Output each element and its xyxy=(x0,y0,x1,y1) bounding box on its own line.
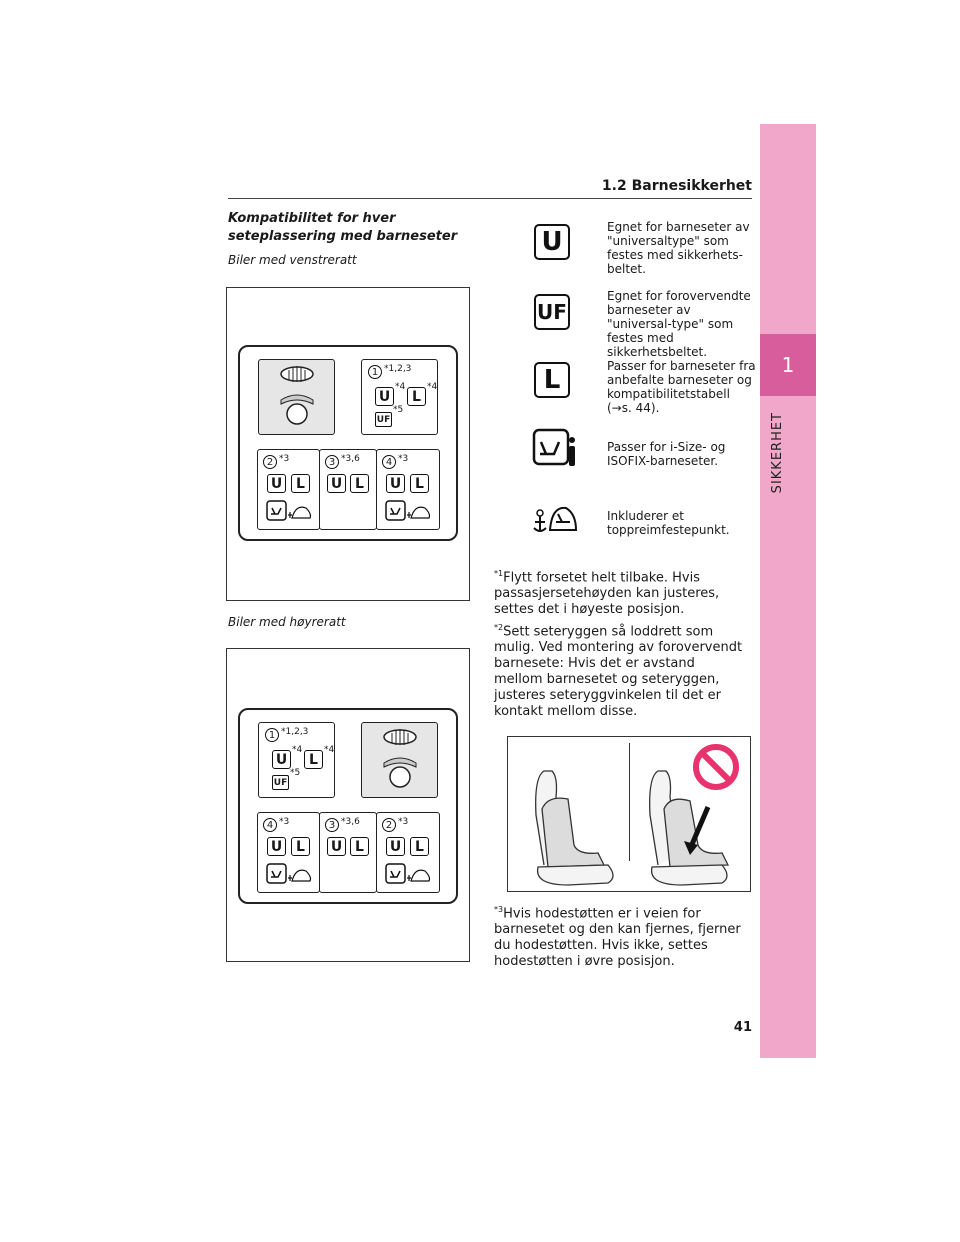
note-text: Hvis hodestøtten er i veien for barnesetet og den kan fjernes, fjerner du hodestøtten. Hvis ikke, settes hodestøtten i øvre posisjon. xyxy=(494,906,741,970)
seat-diagram-right-hand xyxy=(226,648,470,962)
legend-top-tether-text: Inkluderer et toppreimfestepunkt. xyxy=(607,509,730,537)
seat-number: 4 xyxy=(382,455,396,469)
isofix-top-tether-icons xyxy=(266,500,316,522)
u-footnote: *4 xyxy=(292,745,303,755)
u-symbol: U xyxy=(327,837,346,856)
note-2 xyxy=(494,620,744,720)
car-outline xyxy=(238,708,458,904)
rear-seat-center xyxy=(319,449,377,530)
note-mark: *1 xyxy=(494,569,504,578)
seat-number: 3 xyxy=(325,455,339,469)
isofix-top-tether-icons xyxy=(385,863,435,885)
header-divider xyxy=(228,198,752,199)
l-symbol: L xyxy=(410,837,429,856)
seat-footnotes: *3 xyxy=(398,454,409,464)
seat-diagram-left-hand xyxy=(226,287,470,601)
seat-footnotes: *3,6 xyxy=(341,817,360,827)
legend-i-size-text: Passer for i-Size- og ISOFIX-barneseter. xyxy=(607,440,726,468)
u-symbol: U xyxy=(267,837,286,856)
driver-seat xyxy=(258,359,335,435)
l-footnote: *4 xyxy=(427,382,438,392)
driver-icon xyxy=(362,723,439,799)
i-size-icon xyxy=(532,428,576,470)
legend-u-text: Egnet for barneseter av "universaltype" som festes med sikkerhets-beltet. xyxy=(607,220,750,276)
front-passenger-seat xyxy=(361,359,438,435)
u-symbol: U xyxy=(267,474,286,493)
seat-footnotes: *3,6 xyxy=(341,454,360,464)
seat-footnotes: *3 xyxy=(279,817,290,827)
u-footnote: *4 xyxy=(395,382,406,392)
l-symbol: L xyxy=(410,474,429,493)
u-symbol: U xyxy=(386,474,405,493)
seat-number: 2 xyxy=(382,818,396,832)
section-name: SIKKERHET xyxy=(770,412,785,494)
u-symbol: U xyxy=(327,474,346,493)
section-tab xyxy=(760,124,816,1058)
rear-seat-left xyxy=(257,449,320,530)
l-symbol-icon: L xyxy=(534,362,570,398)
note-text: Sett seteryggen så loddrett som mulig. Ved montering av forovervendt barnesete: Hvis det er avstand mellom barnesetet og seteryggen, justeres seteryggvinkelen til det er kontakt mellom disse. xyxy=(494,624,743,720)
u-symbol-icon: U xyxy=(534,224,570,260)
uf-symbol-icon: UF xyxy=(534,294,570,330)
page-title: Kompatibilitet for hver seteplassering med barneseter xyxy=(228,211,458,244)
isofix-top-tether-icons xyxy=(266,863,316,885)
car-outline xyxy=(238,345,458,541)
l-symbol: L xyxy=(291,837,310,856)
driver-icon xyxy=(259,360,336,436)
u-symbol: U xyxy=(272,750,291,769)
u-symbol: U xyxy=(386,837,405,856)
note-mark: *3 xyxy=(494,905,504,914)
u-symbol: U xyxy=(375,387,394,406)
l-symbol: L xyxy=(350,474,369,493)
top-tether-icon xyxy=(530,500,580,536)
seat-footnotes: *1,2,3 xyxy=(281,727,309,737)
rear-seat-center xyxy=(319,812,377,893)
seat-footnotes: *3 xyxy=(279,454,290,464)
isofix-top-tether-icons xyxy=(385,500,435,522)
page-number: 41 xyxy=(733,1020,752,1035)
seatback-illustration xyxy=(507,736,751,892)
seat-number: 1 xyxy=(265,728,279,742)
l-symbol: L xyxy=(291,474,310,493)
driver-seat xyxy=(361,722,438,798)
rear-seat-right xyxy=(376,812,440,893)
note-1 xyxy=(494,566,744,618)
legend-uf-text: Egnet for forovervendte barneseter av "universal-type" som festes med sikkerhetsbeltet. xyxy=(607,289,751,359)
seat-footnotes: *3 xyxy=(398,817,409,827)
subtitle-right-hand: Biler med høyreratt xyxy=(228,615,346,629)
uf-symbol: UF xyxy=(272,775,289,790)
legend-l-text: Passer for barneseter fra anbefalte barneseter og kompatibilitetstabell (→s. 44). xyxy=(607,359,756,415)
seat-number: 3 xyxy=(325,818,339,832)
uf-symbol: UF xyxy=(375,412,392,427)
seat-number: 2 xyxy=(263,455,277,469)
seat-drawings xyxy=(508,737,750,891)
chapter-header: 1.2 Barnesikkerhet xyxy=(601,178,752,194)
l-symbol: L xyxy=(350,837,369,856)
seat-number: 4 xyxy=(263,818,277,832)
note-3 xyxy=(494,902,744,970)
seat-footnotes: *1,2,3 xyxy=(384,364,412,374)
note-mark: *2 xyxy=(494,623,504,632)
l-symbol: L xyxy=(407,387,426,406)
uf-footnote: *5 xyxy=(393,405,404,415)
seat-number: 1 xyxy=(368,365,382,379)
note-text: Flytt forsetet helt tilbake. Hvis passasjersetehøyden kan justeres, settes det i høyeste posisjon. xyxy=(494,570,720,618)
subtitle-left-hand: Biler med venstreratt xyxy=(228,253,357,267)
uf-footnote: *5 xyxy=(290,768,301,778)
rear-seat-right xyxy=(376,449,440,530)
l-footnote: *4 xyxy=(324,745,335,755)
front-passenger-seat xyxy=(258,722,335,798)
section-number: 1 xyxy=(760,334,816,396)
rear-seat-left xyxy=(257,812,320,893)
l-symbol: L xyxy=(304,750,323,769)
